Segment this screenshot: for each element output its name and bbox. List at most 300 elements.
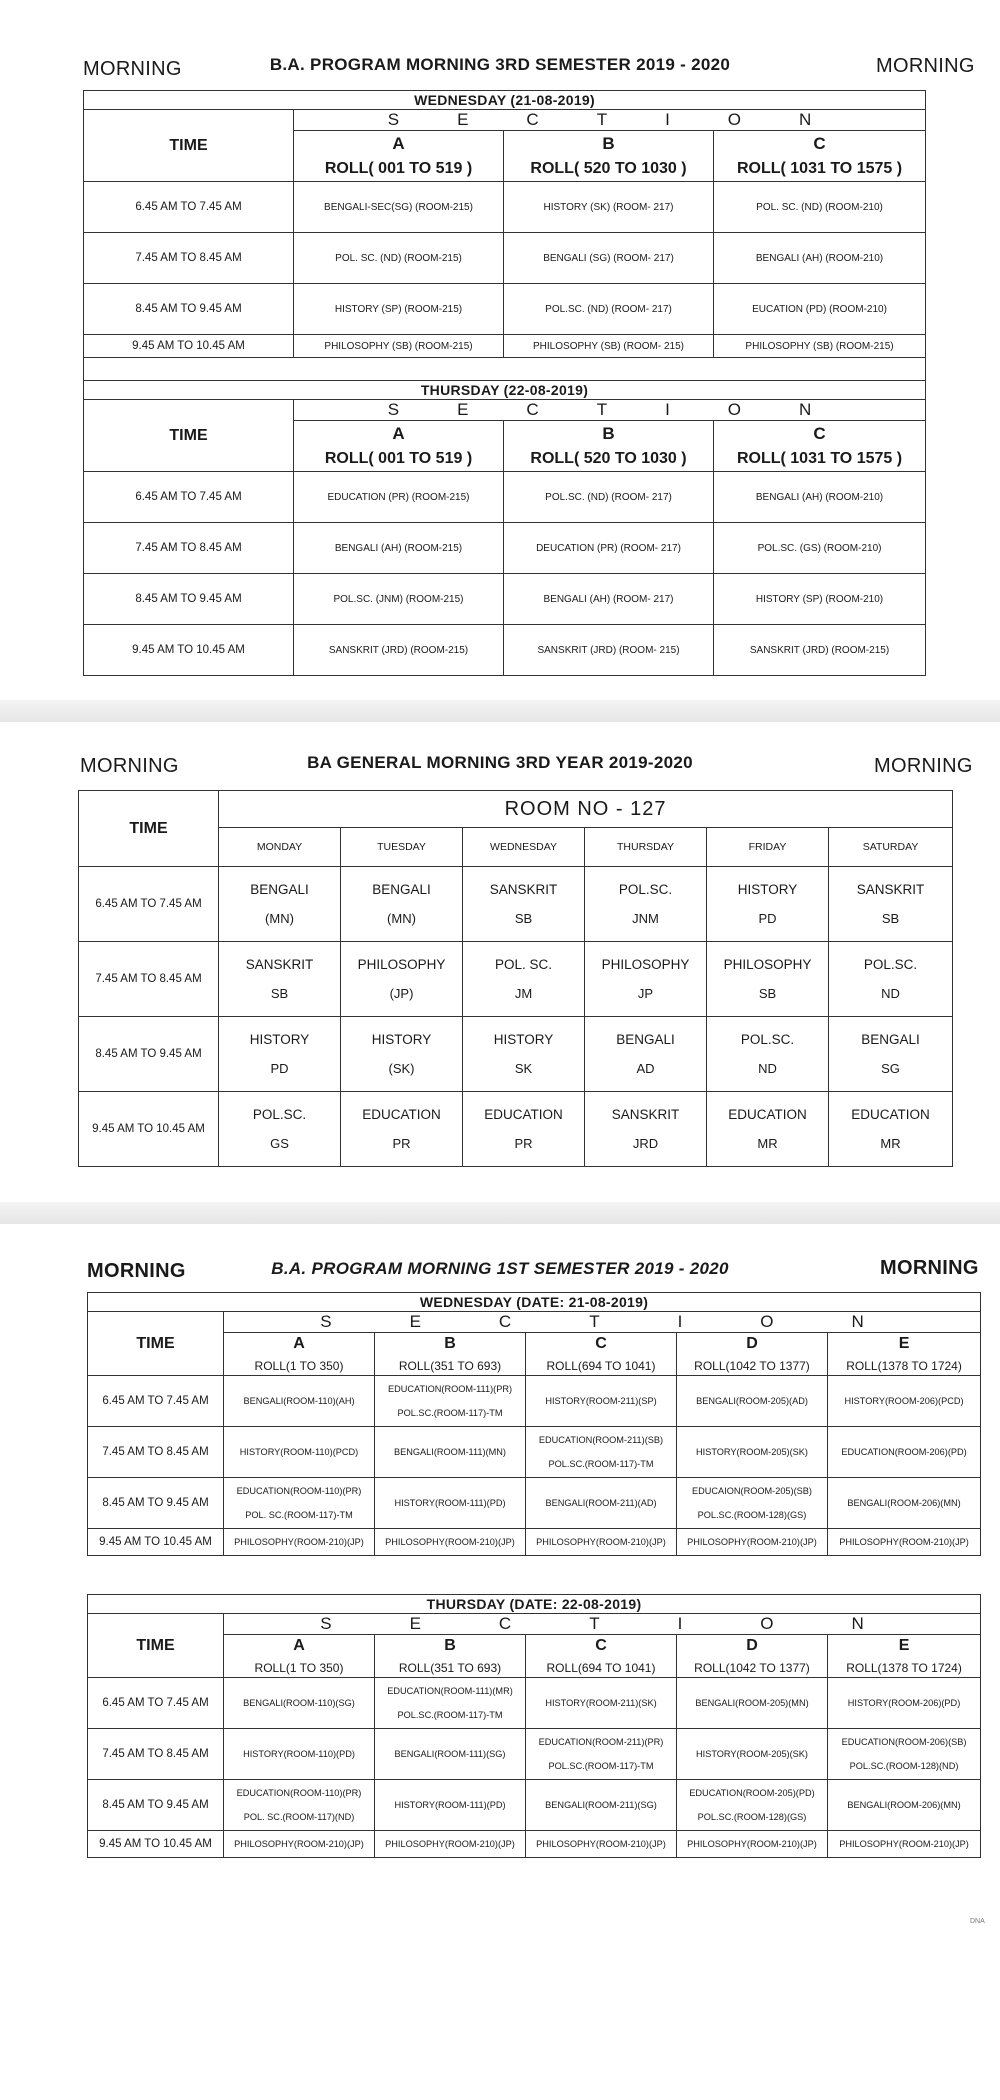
class-cell <box>219 942 341 1017</box>
roll-range: ROLL(694 TO 1041) <box>546 1359 656 1373</box>
timetable-1st-semester-thursday <box>87 1594 981 1858</box>
section-letter: A <box>392 134 405 153</box>
class-cell <box>677 1729 828 1780</box>
section-c-header <box>526 1635 677 1678</box>
morning-label-left: MORNING <box>87 1260 186 1282</box>
teacher-code: MR <box>757 1136 778 1151</box>
section-letter: D <box>746 1637 758 1654</box>
page-gap <box>0 700 1000 722</box>
timetable-1st-semester-wednesday <box>87 1292 981 1556</box>
class-cell <box>585 1017 707 1092</box>
period-time: 7.45 AM TO 8.45 AM <box>79 942 219 1017</box>
section-letter: B <box>444 1335 456 1352</box>
section-a-header <box>224 1635 375 1678</box>
room-row <box>79 791 953 828</box>
period-time: 6.45 AM TO 7.45 AM <box>88 1678 224 1729</box>
period-time: 6.45 AM TO 7.45 AM <box>79 867 219 942</box>
class-entry: PHILOSOPHY(ROOM-210)(JP) <box>839 1839 969 1849</box>
class-entry: PHILOSOPHY(ROOM-210)(JP) <box>687 1839 817 1849</box>
section-d-header <box>677 1333 828 1376</box>
spacer-cell <box>84 358 926 381</box>
class-cell: POL. SC. (ND) (ROOM-215) <box>294 233 504 284</box>
class-entry: PHILOSOPHY(ROOM-210)(JP) <box>536 1839 666 1849</box>
class-entry: PHILOSOPHY(ROOM-210)(JP) <box>839 1537 969 1547</box>
period-time: 7.45 AM TO 8.45 AM <box>84 233 294 284</box>
teacher-code: JNM <box>632 911 659 926</box>
class-entry: POL.SC.(ROOM-128)(GS) <box>697 1812 807 1822</box>
roll-range: ROLL( 520 TO 1030 ) <box>530 450 687 467</box>
subject: SANSKRIT <box>856 882 925 897</box>
corner-mark: DNA <box>970 1918 985 1925</box>
class-entry: POL.SC.(ROOM-117)-TM <box>397 1710 503 1720</box>
class-cell <box>829 942 953 1017</box>
class-cell <box>375 1376 526 1427</box>
teacher-code: PR <box>514 1136 533 1151</box>
class-cell <box>526 1478 677 1529</box>
class-entry: HISTORY(ROOM-211)(SK) <box>545 1698 657 1708</box>
class-cell <box>585 942 707 1017</box>
timetable-3rd-semester <box>83 90 926 676</box>
class-entry: PHILOSOPHY(ROOM-210)(JP) <box>385 1839 515 1849</box>
time-header: TIME <box>88 1312 224 1376</box>
class-cell: BENGALI (AH) (ROOM-215) <box>294 523 504 574</box>
teacher-code: SB <box>758 986 777 1001</box>
subject: POL.SC. <box>863 957 918 972</box>
period-time: 8.45 AM TO 9.45 AM <box>88 1478 224 1529</box>
teacher-code: (MN) <box>265 911 294 926</box>
class-cell <box>341 1017 463 1092</box>
class-cell: POL.SC. (ND) (ROOM- 217) <box>504 284 714 335</box>
time-header: TIME <box>88 1614 224 1678</box>
section-c-header <box>714 131 926 182</box>
section-a-header <box>224 1333 375 1376</box>
subject: SANSKRIT <box>245 957 314 972</box>
morning-label-right: MORNING <box>874 755 973 777</box>
roll-range: ROLL( 520 TO 1030 ) <box>530 160 687 177</box>
subject: POL.SC. <box>252 1107 307 1122</box>
section-letter: B <box>444 1637 456 1654</box>
period-time: 7.45 AM TO 8.45 AM <box>84 523 294 574</box>
section-letter: C <box>595 1637 607 1654</box>
class-cell <box>828 1376 981 1427</box>
subject: EDUCATION <box>484 1107 563 1122</box>
roll-range: ROLL(1378 TO 1724) <box>846 1359 962 1373</box>
section-c-header <box>714 421 926 472</box>
subject: HISTORY <box>371 1032 432 1047</box>
period-row <box>84 182 926 233</box>
subject: PHILOSOPHY <box>357 957 446 972</box>
section-letter: D <box>746 1335 758 1352</box>
period-row <box>84 523 926 574</box>
class-cell <box>375 1427 526 1478</box>
section-b-header <box>375 1635 526 1678</box>
class-cell: BENGALI (AH) (ROOM-210) <box>714 472 926 523</box>
class-cell <box>224 1678 375 1729</box>
roll-range: ROLL( 1031 TO 1575 ) <box>736 160 903 177</box>
time-header: TIME <box>84 110 294 182</box>
roll-range: ROLL(1042 TO 1377) <box>694 1359 810 1373</box>
section-letter: A <box>293 1335 305 1352</box>
class-cell <box>829 1092 953 1167</box>
day-label: THURSDAY (DATE: 22-08-2019) <box>88 1595 981 1614</box>
class-entry: BENGALI(ROOM-110)(AH) <box>243 1396 355 1406</box>
time-header: TIME <box>79 791 219 867</box>
class-cell: POL.SC. (ND) (ROOM- 217) <box>504 472 714 523</box>
roll-range: ROLL(1 TO 350) <box>254 1661 344 1675</box>
section-header-row <box>84 110 926 131</box>
class-cell <box>375 1478 526 1529</box>
period-row <box>79 1092 953 1167</box>
subject: HISTORY <box>493 1032 554 1047</box>
class-entry: POL. SC.(ROOM-117)(ND) <box>243 1812 355 1822</box>
roll-range: ROLL(694 TO 1041) <box>546 1661 656 1675</box>
morning-label-right: MORNING <box>876 55 975 77</box>
teacher-code: SB <box>270 986 289 1001</box>
class-entry: EDUCATION(ROOM-110)(PR) <box>236 1486 362 1496</box>
period-row <box>88 1427 981 1478</box>
section-d-header <box>677 1635 828 1678</box>
class-cell <box>375 1729 526 1780</box>
weekday-tuesday: TUESDAY <box>341 828 463 867</box>
section-word: SECTION <box>294 400 926 421</box>
period-time: 6.45 AM TO 7.45 AM <box>88 1376 224 1427</box>
class-cell <box>677 1831 828 1858</box>
period-time: 9.45 AM TO 10.45 AM <box>84 625 294 676</box>
class-entry: POL.SC.(ROOM-117)-TM <box>397 1408 503 1418</box>
section-header-row <box>88 1312 981 1333</box>
class-cell: SANSKRIT (JRD) (ROOM- 215) <box>504 625 714 676</box>
class-entry: BENGALI(ROOM-211)(AD) <box>545 1498 657 1508</box>
sheet-ba-general-3rd-year <box>0 722 1000 1202</box>
class-cell <box>526 1831 677 1858</box>
teacher-code: (SK) <box>388 1061 415 1076</box>
class-cell <box>526 1678 677 1729</box>
class-entry: BENGALI(ROOM-111)(MN) <box>394 1447 506 1457</box>
class-entry: EDUCATION(ROOM-111)(PR) <box>387 1384 513 1394</box>
class-cell <box>707 867 829 942</box>
class-entry: HISTORY(ROOM-111)(PD) <box>394 1498 506 1508</box>
class-cell <box>224 1831 375 1858</box>
class-entry: BENGALI(ROOM-206)(MN) <box>847 1800 961 1810</box>
roll-range: ROLL( 1031 TO 1575 ) <box>736 450 903 467</box>
period-time: 6.45 AM TO 7.45 AM <box>84 472 294 523</box>
class-cell <box>375 1678 526 1729</box>
section-letter: E <box>898 1335 910 1352</box>
class-cell: EUCATION (PD) (ROOM-210) <box>714 284 926 335</box>
period-time: 9.45 AM TO 10.45 AM <box>88 1831 224 1858</box>
class-cell <box>828 1678 981 1729</box>
class-entry: EDUCATION(ROOM-110)(PR) <box>236 1788 362 1798</box>
section-letter: A <box>392 424 405 443</box>
class-cell <box>828 1478 981 1529</box>
class-cell <box>677 1376 828 1427</box>
sheet-3rd-semester-program <box>0 0 1000 700</box>
class-cell <box>526 1780 677 1831</box>
class-cell: BENGALI (AH) (ROOM-210) <box>714 233 926 284</box>
period-row <box>88 1678 981 1729</box>
section-b-header <box>504 421 714 472</box>
class-cell <box>526 1376 677 1427</box>
class-cell: HISTORY (SP) (ROOM-210) <box>714 574 926 625</box>
class-cell: PHILOSOPHY (SB) (ROOM- 215) <box>504 335 714 358</box>
subject: SANSKRIT <box>611 1107 680 1122</box>
class-entry: POL.SC.(ROOM-117)-TM <box>548 1761 654 1771</box>
class-cell <box>463 867 585 942</box>
teacher-code: SK <box>514 1061 533 1076</box>
period-row <box>88 1831 981 1858</box>
class-entry: HISTORY(ROOM-111)(PD) <box>394 1800 506 1810</box>
period-row <box>84 335 926 358</box>
section-letter: C <box>813 424 826 443</box>
subject: PHILOSOPHY <box>601 957 690 972</box>
section-letter: C <box>595 1335 607 1352</box>
class-cell <box>677 1529 828 1556</box>
period-row <box>84 472 926 523</box>
class-cell <box>219 1017 341 1092</box>
teacher-code: PD <box>758 911 777 926</box>
period-row <box>88 1376 981 1427</box>
subject: HISTORY <box>737 882 798 897</box>
day-row <box>88 1293 981 1312</box>
section-a-header <box>294 421 504 472</box>
class-entry: HISTORY(ROOM-110)(PCD) <box>239 1447 359 1457</box>
subject: BENGALI <box>250 882 309 897</box>
section-b-header <box>504 131 714 182</box>
section-e-header <box>828 1635 981 1678</box>
sheet-title: B.A. PROGRAM MORNING 1ST SEMESTER 2019 - 2020 <box>271 1259 729 1278</box>
section-word: SECTION <box>224 1312 981 1333</box>
period-row <box>79 942 953 1017</box>
period-row <box>79 1017 953 1092</box>
class-cell: PHILOSOPHY (SB) (ROOM-215) <box>294 335 504 358</box>
period-row <box>88 1780 981 1831</box>
period-row <box>88 1478 981 1529</box>
teacher-code: SG <box>881 1061 900 1076</box>
class-cell <box>828 1831 981 1858</box>
class-entry: POL.SC.(ROOM-117)-TM <box>548 1459 654 1469</box>
class-cell <box>526 1427 677 1478</box>
class-cell <box>829 1017 953 1092</box>
class-cell: PHILOSOPHY (SB) (ROOM-215) <box>714 335 926 358</box>
class-entry: PHILOSOPHY(ROOM-210)(JP) <box>536 1537 666 1547</box>
class-cell <box>828 1427 981 1478</box>
roll-range: ROLL( 001 TO 519 ) <box>324 160 473 177</box>
class-cell <box>341 867 463 942</box>
class-cell <box>829 867 953 942</box>
class-entry: POL.SC.(ROOM-128)(ND) <box>849 1761 959 1771</box>
time-header: TIME <box>84 400 294 472</box>
class-cell: POL. SC. (ND) (ROOM-210) <box>714 182 926 233</box>
class-cell: DEUCATION (PR) (ROOM- 217) <box>504 523 714 574</box>
subject: POL. SC. <box>494 957 553 972</box>
period-time: 8.45 AM TO 9.45 AM <box>88 1780 224 1831</box>
class-entry: HISTORY(ROOM-205)(SK) <box>696 1447 808 1457</box>
class-cell <box>707 1017 829 1092</box>
period-time: 7.45 AM TO 8.45 AM <box>88 1427 224 1478</box>
roll-range: ROLL( 001 TO 519 ) <box>324 450 473 467</box>
weekday-wednesday: WEDNESDAY <box>463 828 585 867</box>
subject: POL.SC. <box>618 882 673 897</box>
teacher-code: (JP) <box>389 986 414 1001</box>
section-c-header <box>526 1333 677 1376</box>
spacer-row <box>84 358 926 381</box>
class-cell <box>828 1729 981 1780</box>
section-e-header <box>828 1333 981 1376</box>
teacher-code: JM <box>514 986 533 1001</box>
subject: HISTORY <box>249 1032 310 1047</box>
room-number: ROOM NO - 127 <box>219 791 953 828</box>
class-entry: BENGALI(ROOM-206)(MN) <box>847 1498 961 1508</box>
class-cell <box>224 1780 375 1831</box>
class-cell <box>224 1529 375 1556</box>
period-row <box>88 1729 981 1780</box>
subject: EDUCATION <box>728 1107 807 1122</box>
class-cell <box>526 1729 677 1780</box>
class-cell <box>463 1017 585 1092</box>
class-cell: HISTORY (SK) (ROOM- 217) <box>504 182 714 233</box>
weekday-friday: FRIDAY <box>707 828 829 867</box>
class-cell: EDUCATION (PR) (ROOM-215) <box>294 472 504 523</box>
class-entry: EDUCATION(ROOM-211)(PR) <box>538 1737 664 1747</box>
timetable-ba-general <box>78 790 953 1167</box>
period-time: 8.45 AM TO 9.45 AM <box>84 284 294 335</box>
class-entry: HISTORY(ROOM-206)(PD) <box>847 1698 961 1708</box>
class-cell <box>341 1092 463 1167</box>
section-letter: A <box>293 1637 305 1654</box>
day-label: THURSDAY (22-08-2019) <box>84 381 926 400</box>
class-entry: EDUCATION(ROOM-205)(PD) <box>689 1788 815 1798</box>
morning-label-left: MORNING <box>83 58 182 80</box>
class-entry: EDUCATION(ROOM-211)(SB) <box>538 1435 664 1445</box>
class-entry: HISTORY(ROOM-205)(SK) <box>696 1749 808 1759</box>
class-entry: BENGALI(ROOM-111)(SG) <box>394 1749 506 1759</box>
class-entry: EDUCATION(ROOM-206)(PD) <box>841 1447 967 1457</box>
teacher-code: GS <box>270 1136 289 1151</box>
section-word: SECTION <box>224 1614 981 1635</box>
class-cell <box>224 1427 375 1478</box>
page-gap <box>0 1202 1000 1224</box>
class-entry: EDUCATION(ROOM-111)(MR) <box>387 1686 513 1696</box>
subject: BENGALI <box>861 1032 920 1047</box>
section-header-row <box>84 400 926 421</box>
class-cell <box>828 1529 981 1556</box>
teacher-code: PD <box>270 1061 289 1076</box>
roll-range: ROLL(1 TO 350) <box>254 1359 344 1373</box>
class-cell <box>375 1831 526 1858</box>
section-word: SECTION <box>294 110 926 131</box>
teacher-code: ND <box>881 986 900 1001</box>
class-entry: BENGALI(ROOM-205)(AD) <box>696 1396 808 1406</box>
class-cell <box>677 1478 828 1529</box>
class-cell <box>341 942 463 1017</box>
class-cell <box>224 1478 375 1529</box>
period-time: 6.45 AM TO 7.45 AM <box>84 182 294 233</box>
class-cell: BENGALI (SG) (ROOM- 217) <box>504 233 714 284</box>
class-entry: POL.SC.(ROOM-128)(GS) <box>697 1510 807 1520</box>
section-a-header <box>294 131 504 182</box>
class-cell <box>463 1092 585 1167</box>
period-time: 8.45 AM TO 9.45 AM <box>84 574 294 625</box>
period-row <box>79 867 953 942</box>
roll-range: ROLL(351 TO 693) <box>398 1661 502 1675</box>
morning-label-right: MORNING <box>880 1257 979 1279</box>
weekday-saturday: SATURDAY <box>829 828 953 867</box>
class-cell <box>828 1780 981 1831</box>
class-entry: BENGALI(ROOM-211)(SG) <box>545 1800 657 1810</box>
class-cell: BENGALI-SEC(SG) (ROOM-215) <box>294 182 504 233</box>
period-row <box>88 1529 981 1556</box>
subject: POL.SC. <box>740 1032 795 1047</box>
sheet-title: B.A. PROGRAM MORNING 3RD SEMESTER 2019 - 2020 <box>269 55 731 74</box>
class-entry: BENGALI(ROOM-110)(SG) <box>243 1698 355 1708</box>
class-cell <box>677 1780 828 1831</box>
class-cell <box>219 867 341 942</box>
class-cell <box>219 1092 341 1167</box>
class-cell <box>375 1529 526 1556</box>
teacher-code: ND <box>758 1061 777 1076</box>
class-entry: HISTORY(ROOM-211)(SP) <box>545 1396 657 1406</box>
weekday-thursday: THURSDAY <box>585 828 707 867</box>
period-time: 8.45 AM TO 9.45 AM <box>79 1017 219 1092</box>
subject: SANSKRIT <box>489 882 558 897</box>
teacher-code: AD <box>636 1061 655 1076</box>
class-cell <box>677 1678 828 1729</box>
class-cell <box>224 1729 375 1780</box>
weekday-monday: MONDAY <box>219 828 341 867</box>
class-cell: SANSKRIT (JRD) (ROOM-215) <box>294 625 504 676</box>
class-cell: POL.SC. (GS) (ROOM-210) <box>714 523 926 574</box>
day-label: WEDNESDAY (DATE: 21-08-2019) <box>88 1293 981 1312</box>
subject: EDUCATION <box>362 1107 441 1122</box>
sheet-title: BA GENERAL MORNING 3RD YEAR 2019-2020 <box>307 753 693 772</box>
morning-label-left: MORNING <box>80 755 179 777</box>
class-cell: BENGALI (AH) (ROOM- 217) <box>504 574 714 625</box>
teacher-code: JRD <box>632 1136 659 1151</box>
roll-range: ROLL(1042 TO 1377) <box>694 1661 810 1675</box>
class-entry: PHILOSOPHY(ROOM-210)(JP) <box>385 1537 515 1547</box>
section-header-row <box>88 1614 981 1635</box>
subject: EDUCATION <box>851 1107 930 1122</box>
period-row <box>84 625 926 676</box>
teacher-code: (MN) <box>387 911 416 926</box>
period-row <box>84 284 926 335</box>
class-cell <box>707 942 829 1017</box>
class-cell <box>585 867 707 942</box>
sheet-1st-semester-program <box>0 1224 1000 2100</box>
period-time: 9.45 AM TO 10.45 AM <box>88 1529 224 1556</box>
teacher-code: MR <box>880 1136 901 1151</box>
class-cell <box>585 1092 707 1167</box>
class-entry: EDUCAION(ROOM-205)(SB) <box>692 1486 812 1496</box>
class-entry: BENGALI(ROOM-205)(MN) <box>695 1698 809 1708</box>
period-row <box>84 233 926 284</box>
class-entry: PHILOSOPHY(ROOM-210)(JP) <box>234 1839 364 1849</box>
day-row <box>84 91 926 110</box>
day-row <box>88 1595 981 1614</box>
roll-range: ROLL(1378 TO 1724) <box>846 1661 962 1675</box>
teacher-code: SB <box>514 911 533 926</box>
period-row <box>84 574 926 625</box>
period-time: 9.45 AM TO 10.45 AM <box>79 1092 219 1167</box>
section-letter: B <box>602 134 615 153</box>
class-entry: EDUCATION(ROOM-206)(SB) <box>841 1737 967 1747</box>
period-time: 7.45 AM TO 8.45 AM <box>88 1729 224 1780</box>
teacher-code: JP <box>637 986 654 1001</box>
class-cell <box>526 1529 677 1556</box>
section-letter: E <box>898 1637 910 1654</box>
class-entry: POL. SC.(ROOM-117)-TM <box>245 1510 353 1520</box>
roll-range: ROLL(351 TO 693) <box>398 1359 502 1373</box>
